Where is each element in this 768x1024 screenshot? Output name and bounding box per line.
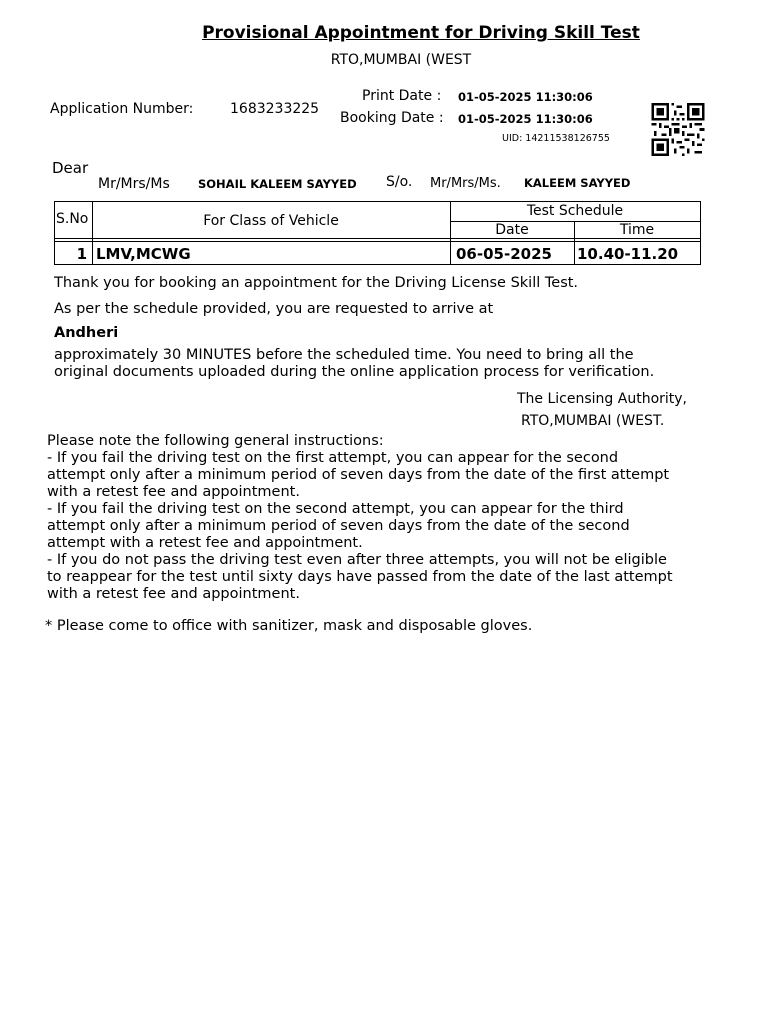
arrival-note-line2: original documents uploaded during the online application process for verification. [54,364,655,380]
thank-you-text: Thank you for booking an appointment for the Driving License Skill Test. [54,275,579,291]
parent-prefix: Mr/Mrs/Ms. [430,176,501,191]
signature-office: RTO,MUMBAI (WEST. [521,413,665,429]
arrival-note-line1: approximately 30 MINUTES before the scheduled time. You need to bring all the [54,347,634,363]
page-title: Provisional Appointment for Driving Skill Test [202,23,640,43]
header-vehicle-class: For Class of Vehicle [203,213,339,229]
print-date-value: 01-05-2025 11:30:06 [458,90,593,104]
print-date-label: Print Date : [362,88,442,104]
booking-date-value: 01-05-2025 11:30:06 [458,112,593,126]
test-location: Andheri [54,325,119,341]
header-time: Time [619,222,655,238]
booking-date-label: Booking Date : [340,110,444,126]
signature-authority: The Licensing Authority, [517,391,688,407]
salutation-dear: Dear [52,159,89,177]
safety-note: * Please come to office with sanitizer, mask and disposable gloves. [45,618,533,634]
row-vehicle-class: LMV,MCWG [96,245,191,263]
header-test-schedule: Test Schedule [526,203,624,219]
row-date: 06-05-2025 [456,245,552,263]
instruction-item-2: - If you fail the driving test on the second attempt, you can appear for the third attempt only after a minimum period of seven days from the date of the second attempt with a retest fee and appointment. [47,501,630,551]
row-time: 10.40-11.20 [577,245,679,263]
parent-name: KALEEM SAYYED [524,176,631,190]
header-sno: S.No [56,211,89,227]
instruction-item-1: - If you fail the driving test on the first attempt, you can appear for the second attempt only after a minimum period of seven days from the date of the first attempt with a retest fee and appointment. [47,450,670,500]
instructions-heading: Please note the following general instructions: [47,433,384,449]
rto-office-name: RTO,MUMBAI (WEST [330,52,472,68]
salutation-prefix: Mr/Mrs/Ms [98,176,170,192]
application-number-label: Application Number: [50,101,194,117]
qr-code-icon [650,103,706,156]
uid-text: UID: 14211538126755 [502,133,610,144]
schedule-table [54,201,701,265]
relation-label: S/o. [386,174,413,190]
application-number-value: 1683233225 [230,101,320,117]
instruction-item-3: - If you do not pass the driving test even after three attempts, you will not be eligible to reappear for the test until sixty days have passed from the date of the last attempt with a retest fee and appointment. [47,552,673,602]
applicant-name: SOHAIL KALEEM SAYYED [198,177,357,191]
header-date: Date [495,222,529,238]
arrive-intro-text: As per the schedule provided, you are requested to arrive at [54,301,494,317]
row-sno: 1 [76,245,87,263]
